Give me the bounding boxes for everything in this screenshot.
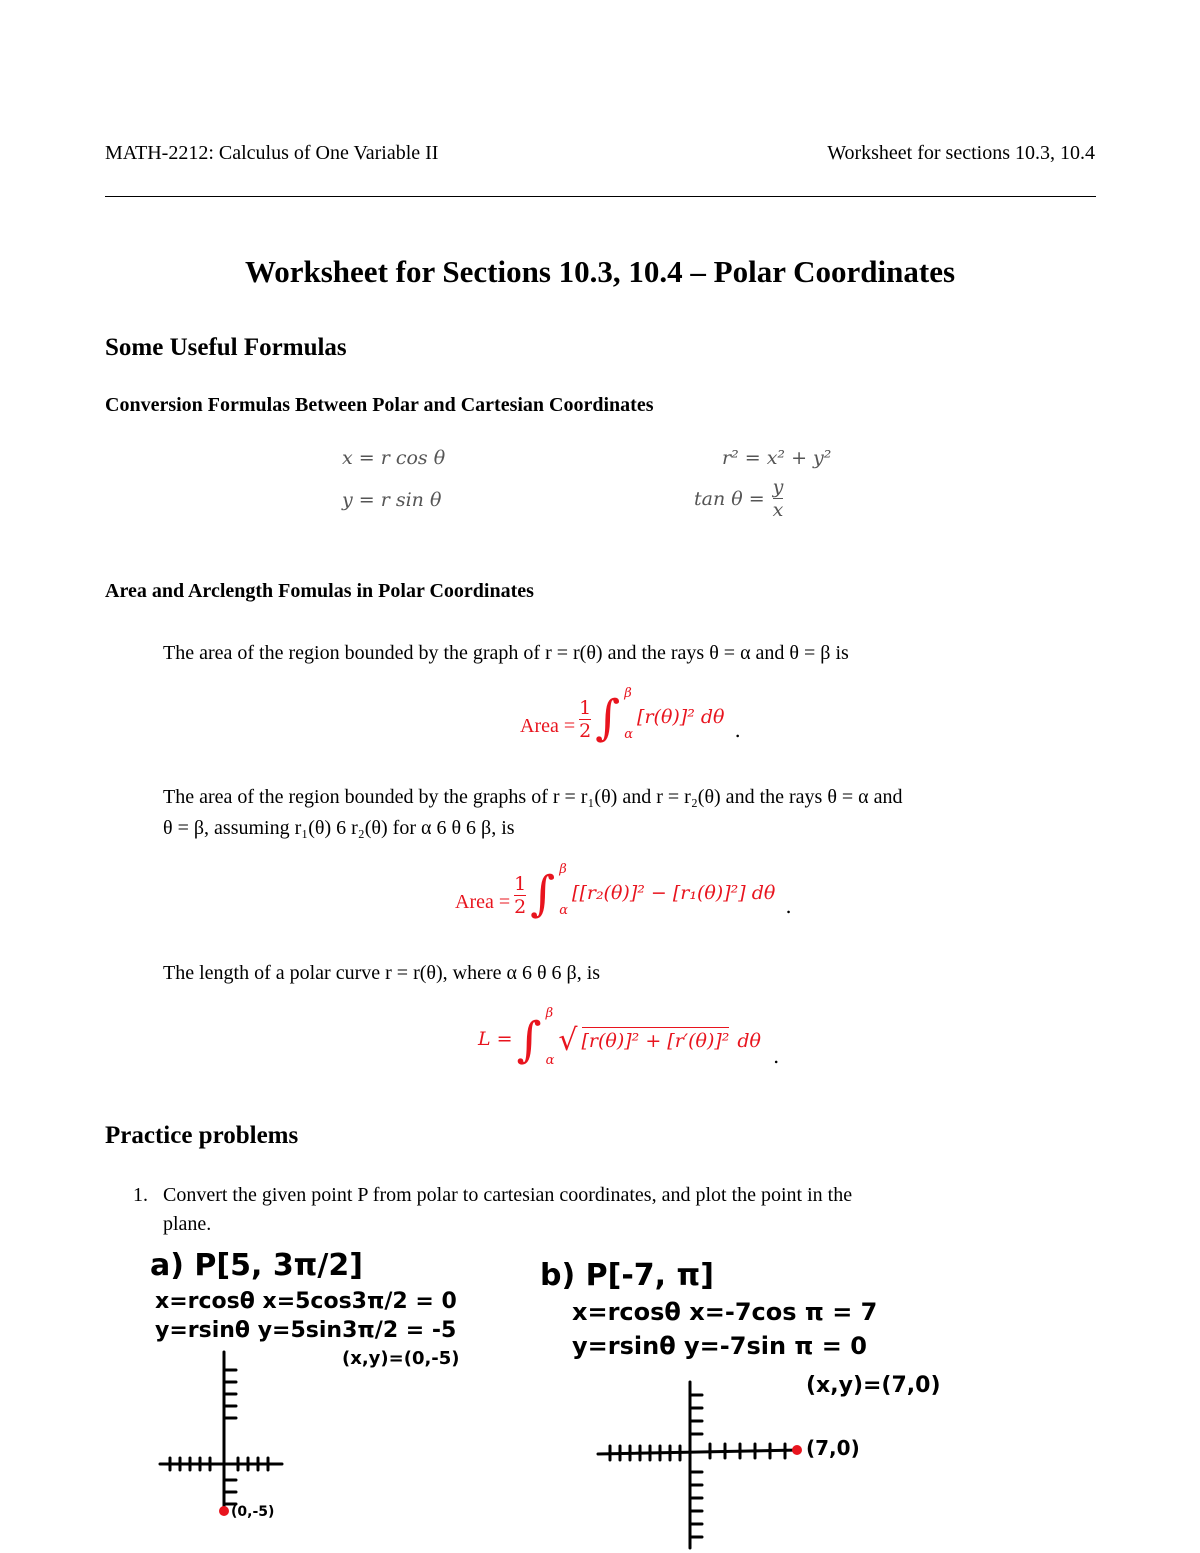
formula-tan xyxy=(694,476,783,521)
hw-b-title: b) P[-7, π] xyxy=(540,1258,714,1293)
hw-b-line1: x=rcosθ x=-7cos π = 7 xyxy=(572,1298,878,1326)
conversion-heading: Conversion Formulas Between Polar and Cartesian Coordinates xyxy=(105,394,654,416)
axes-a xyxy=(160,1352,282,1520)
area-text-2b: θ = β, assuming r₁(θ) 6 r₂(θ) for α 6 θ 6 β, is xyxy=(163,817,515,839)
integrand-1: [r(θ)]² dθ xyxy=(637,706,725,728)
tan-numerator: y xyxy=(772,476,784,498)
problem-1-line2: plane. xyxy=(163,1213,212,1235)
hw-b-result: (x,y)=(7,0) xyxy=(806,1373,941,1398)
hw-a-point-label: (0,-5) xyxy=(231,1504,275,1520)
formula-x: x = r cos θ xyxy=(342,447,446,469)
area-arclength-heading: Area and Arclength Fomulas in Polar Coordinates xyxy=(105,580,534,602)
practice-heading: Practice problems xyxy=(105,1122,299,1149)
area-text-1: The area of the region bounded by the graph of r = r(θ) and the rays θ = α and θ = β is xyxy=(163,642,849,664)
length-formula: L = ∫ β α √ [r(θ)]² + [r′(θ)]² dθ . xyxy=(478,1006,780,1068)
handwritten-work xyxy=(0,1230,1200,1553)
point-b xyxy=(792,1445,802,1455)
hw-a-result: (x,y)=(0,-5) xyxy=(342,1348,460,1369)
length-text: The length of a polar curve r = r(θ), where α 6 θ 6 β, is xyxy=(163,962,601,984)
area-text-2a: The area of the region bounded by the graphs of r = r₁(θ) and r = r₂(θ) and the rays θ = α and xyxy=(163,786,903,808)
area-label-2: Area = xyxy=(455,891,511,913)
formula-y: y = r sin θ xyxy=(342,489,442,511)
half-fraction-2: $\frac{1}{2}$ xyxy=(514,873,527,918)
sqrt-sign: √ xyxy=(558,1023,578,1058)
problem-1-line1: Convert the given point P from polar to cartesian coordinates, and plot the point in the xyxy=(163,1184,853,1206)
tan-fraction xyxy=(773,476,784,521)
problem-1-number: 1. xyxy=(133,1184,148,1206)
useful-formulas-heading: Some Useful Formulas xyxy=(105,334,347,361)
worksheet-header: Worksheet for sections 10.3, 10.4 xyxy=(827,142,1095,164)
hw-a-title: a) P[5, 3π/2] xyxy=(150,1248,363,1283)
tan-denominator: x xyxy=(772,499,784,521)
integral-sign-3: ∫ xyxy=(516,1012,542,1068)
integral-sign-1: ∫ xyxy=(595,690,621,746)
hw-a-line1: x=rcosθ x=5cos3π/2 = 0 xyxy=(155,1289,457,1314)
axes-b xyxy=(598,1382,860,1548)
tan-lhs: tan θ = xyxy=(694,487,765,510)
hw-a-line2: y=rsinθ y=5sin3π/2 = -5 xyxy=(155,1318,457,1343)
hw-b-line2: y=rsinθ y=-7sin π = 0 xyxy=(572,1332,867,1360)
page-title: Worksheet for Sections 10.3, 10.4 – Polar Coordinates xyxy=(244,254,956,289)
header-divider xyxy=(105,196,1096,197)
formula-r-squared: r² = x² + y² xyxy=(722,447,832,469)
area-formula-1: Area = $\frac{1}{2}$ ∫ β α [r(θ)]² dθ . xyxy=(520,686,741,746)
point-a xyxy=(219,1506,229,1516)
integral-sign-2: ∫ xyxy=(530,866,556,922)
area-formula-2: Area = $\frac{1}{2}$ ∫ β α [[r₂(θ)]² − [r₁(θ)]²] dθ . xyxy=(455,862,792,922)
hw-b-point-label: (7,0) xyxy=(806,1436,860,1460)
half-fraction-1: $\frac{1}{2}$ xyxy=(579,697,592,742)
area-label-1: Area = xyxy=(520,715,576,737)
length-label: L = xyxy=(478,1028,513,1050)
integrand-3: [r(θ)]² + [r′(θ)]² xyxy=(582,1027,730,1052)
course-header: MATH-2212: Calculus of One Variable II xyxy=(105,142,439,164)
integrand-2: [[r₂(θ)]² − [r₁(θ)]²] dθ xyxy=(572,882,776,904)
